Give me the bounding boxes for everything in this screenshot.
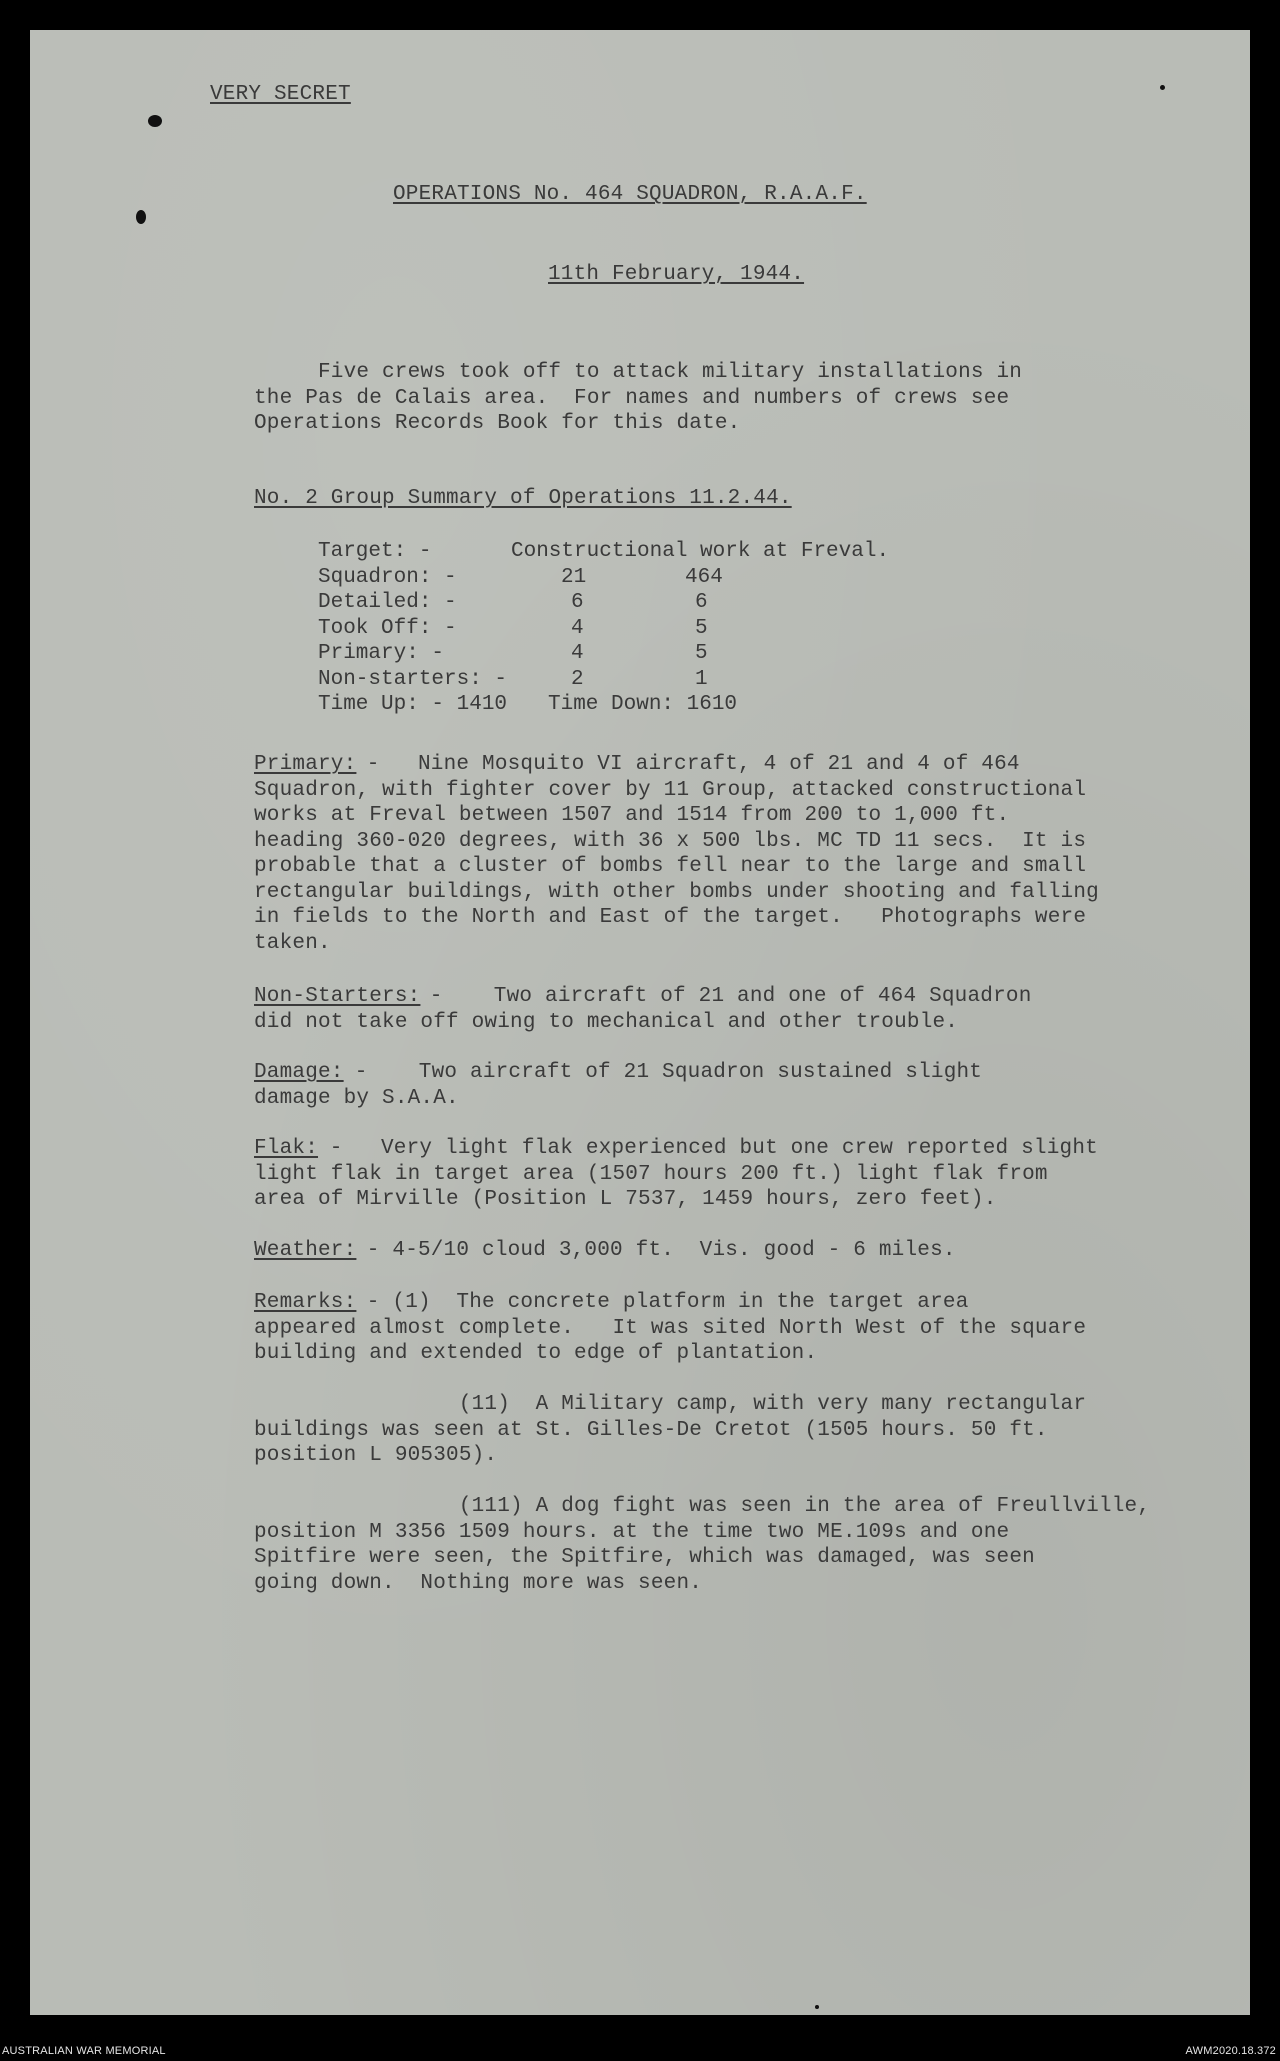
value-21: 21 (561, 565, 587, 589)
primary-line: taken. (254, 931, 331, 955)
damage-heading: Damage: (254, 1061, 344, 1084)
damage-line: damage by S.A.A. (254, 1086, 459, 1110)
document-title: OPERATIONS No. 464 SQUADRON, R.A.A.F. (393, 183, 867, 206)
document-page (30, 30, 1250, 2015)
weather-text: - 4-5/10 cloud 3,000 ft. Vis. good - 6 miles. (354, 1239, 956, 1262)
primary-line: Squadron, with fighter cover by 11 Group, attacked constructional (254, 778, 1087, 802)
intro-paragraph (254, 360, 1023, 437)
primary-line: heading 360-020 degrees, with 36 x 500 lbs. MC TD 11 secs. It is (254, 829, 1087, 853)
time-down: Time Down: 1610 (548, 693, 738, 716)
damage-section (254, 1060, 983, 1111)
remarks-item-2-line: position L 905305). (254, 1444, 498, 1467)
row-label: Non-starters: - (318, 667, 508, 691)
value-464: 6 (695, 591, 708, 614)
remarks-item-3-line: (111) A dog fight was seen in the area of Freullville, (254, 1495, 1151, 1518)
remarks-line: - (1) The concrete platform in the target area (354, 1291, 969, 1314)
flak-line: area of Mirville (Position L 7537, 1459 hours, zero feet). (254, 1188, 997, 1211)
target-value: Constructional work at Freval. (511, 540, 890, 563)
non-starters-line: - Two aircraft of 21 and one of 464 Squadron (417, 985, 1032, 1008)
summary-heading: No. 2 Group Summary of Operations 11.2.44. (254, 487, 792, 510)
intro-line: the Pas de Calais area. For names and numbers of crews see (254, 386, 1010, 410)
damage-line: - Two aircraft of 21 Squadron sustained slight (342, 1061, 983, 1084)
intro-line: Five crews took off to attack military installations in (318, 361, 1023, 384)
weather-section (254, 1238, 1154, 1264)
remarks-section (254, 1290, 1086, 1367)
primary-line: works at Freval between 1507 and 1514 from 200 to 1,000 ft. (254, 804, 1010, 827)
remarks-item-3 (254, 1494, 1150, 1596)
value-464: 5 (695, 616, 708, 640)
intro-line: Operations Records Book for this date. (254, 412, 741, 435)
document-date: 11th February, 1944. (548, 263, 805, 286)
classification-label: VERY SECRET (210, 83, 351, 106)
non-starters-line: did not take off owing to mechanical and other trouble. (254, 1010, 959, 1034)
speck-mark (815, 2005, 819, 2009)
primary-heading: Primary: (254, 753, 357, 776)
remarks-line: appeared almost complete. It was sited North West of the square (254, 1316, 1087, 1340)
remarks-heading: Remarks: (254, 1291, 357, 1314)
remarks-item-3-line: position M 3356 1509 hours. at the time two ME.109s and one (254, 1520, 1010, 1544)
flak-heading: Flak: (254, 1137, 319, 1160)
value-464: 1 (695, 667, 708, 691)
value-21: 4 (571, 642, 584, 665)
remarks-line: building and extended to edge of plantation. (254, 1342, 818, 1365)
target-label: Target: - (318, 540, 432, 563)
remarks-item-3-line: Spitfire were seen, the Spitfire, which was damaged, was seen (254, 1546, 1035, 1569)
time-up: Time Up: - 1410 (318, 693, 508, 716)
primary-line: probable that a cluster of bombs fell near to the large and small (254, 855, 1087, 878)
flak-line: light flak in target area (1507 hours 200 ft.) light flak from (254, 1162, 1048, 1186)
footer-institution: AUSTRALIAN WAR MEMORIAL (2, 2045, 166, 2057)
remarks-item-2-line: buildings was seen at St. Gilles-De Cretot (1505 hours. 50 ft. (254, 1418, 1048, 1442)
value-464: 464 (685, 565, 723, 589)
flak-section (254, 1136, 1098, 1213)
non-starters-heading: Non-Starters: (254, 985, 421, 1008)
punch-hole-mark-top (148, 115, 162, 127)
remarks-item-2 (254, 1392, 1086, 1469)
value-21: 4 (571, 616, 584, 640)
value-21: 6 (571, 591, 584, 614)
punch-hole-mark-middle (136, 210, 146, 224)
weather-heading: Weather: (254, 1239, 357, 1262)
primary-line: rectangular buildings, with other bombs under shooting and falling (254, 880, 1099, 904)
value-21: 2 (571, 667, 584, 691)
summary-table (318, 540, 1018, 740)
row-label: Squadron: - (318, 565, 457, 589)
value-464: 5 (695, 642, 708, 665)
row-label: Primary: - (318, 642, 445, 665)
row-label: Detailed: - (318, 591, 457, 614)
remarks-item-2-line: (11) A Military camp, with very many rectangular (254, 1393, 1087, 1416)
footer-accession-number: AWM2020.18.372 (1185, 2045, 1276, 2057)
remarks-item-3-line: going down. Nothing more was seen. (254, 1571, 703, 1595)
row-label: Took Off: - (318, 616, 457, 640)
primary-section (254, 752, 1099, 956)
speck-mark (1160, 85, 1165, 90)
primary-line: in fields to the North and East of the target. Photographs were (254, 906, 1087, 929)
primary-line: - Nine Mosquito VI aircraft, 4 of 21 and 4 of 464 (354, 753, 1020, 776)
flak-line: - Very light flak experienced but one crew reported slight (317, 1137, 1098, 1160)
non-starters-section (254, 984, 1032, 1035)
